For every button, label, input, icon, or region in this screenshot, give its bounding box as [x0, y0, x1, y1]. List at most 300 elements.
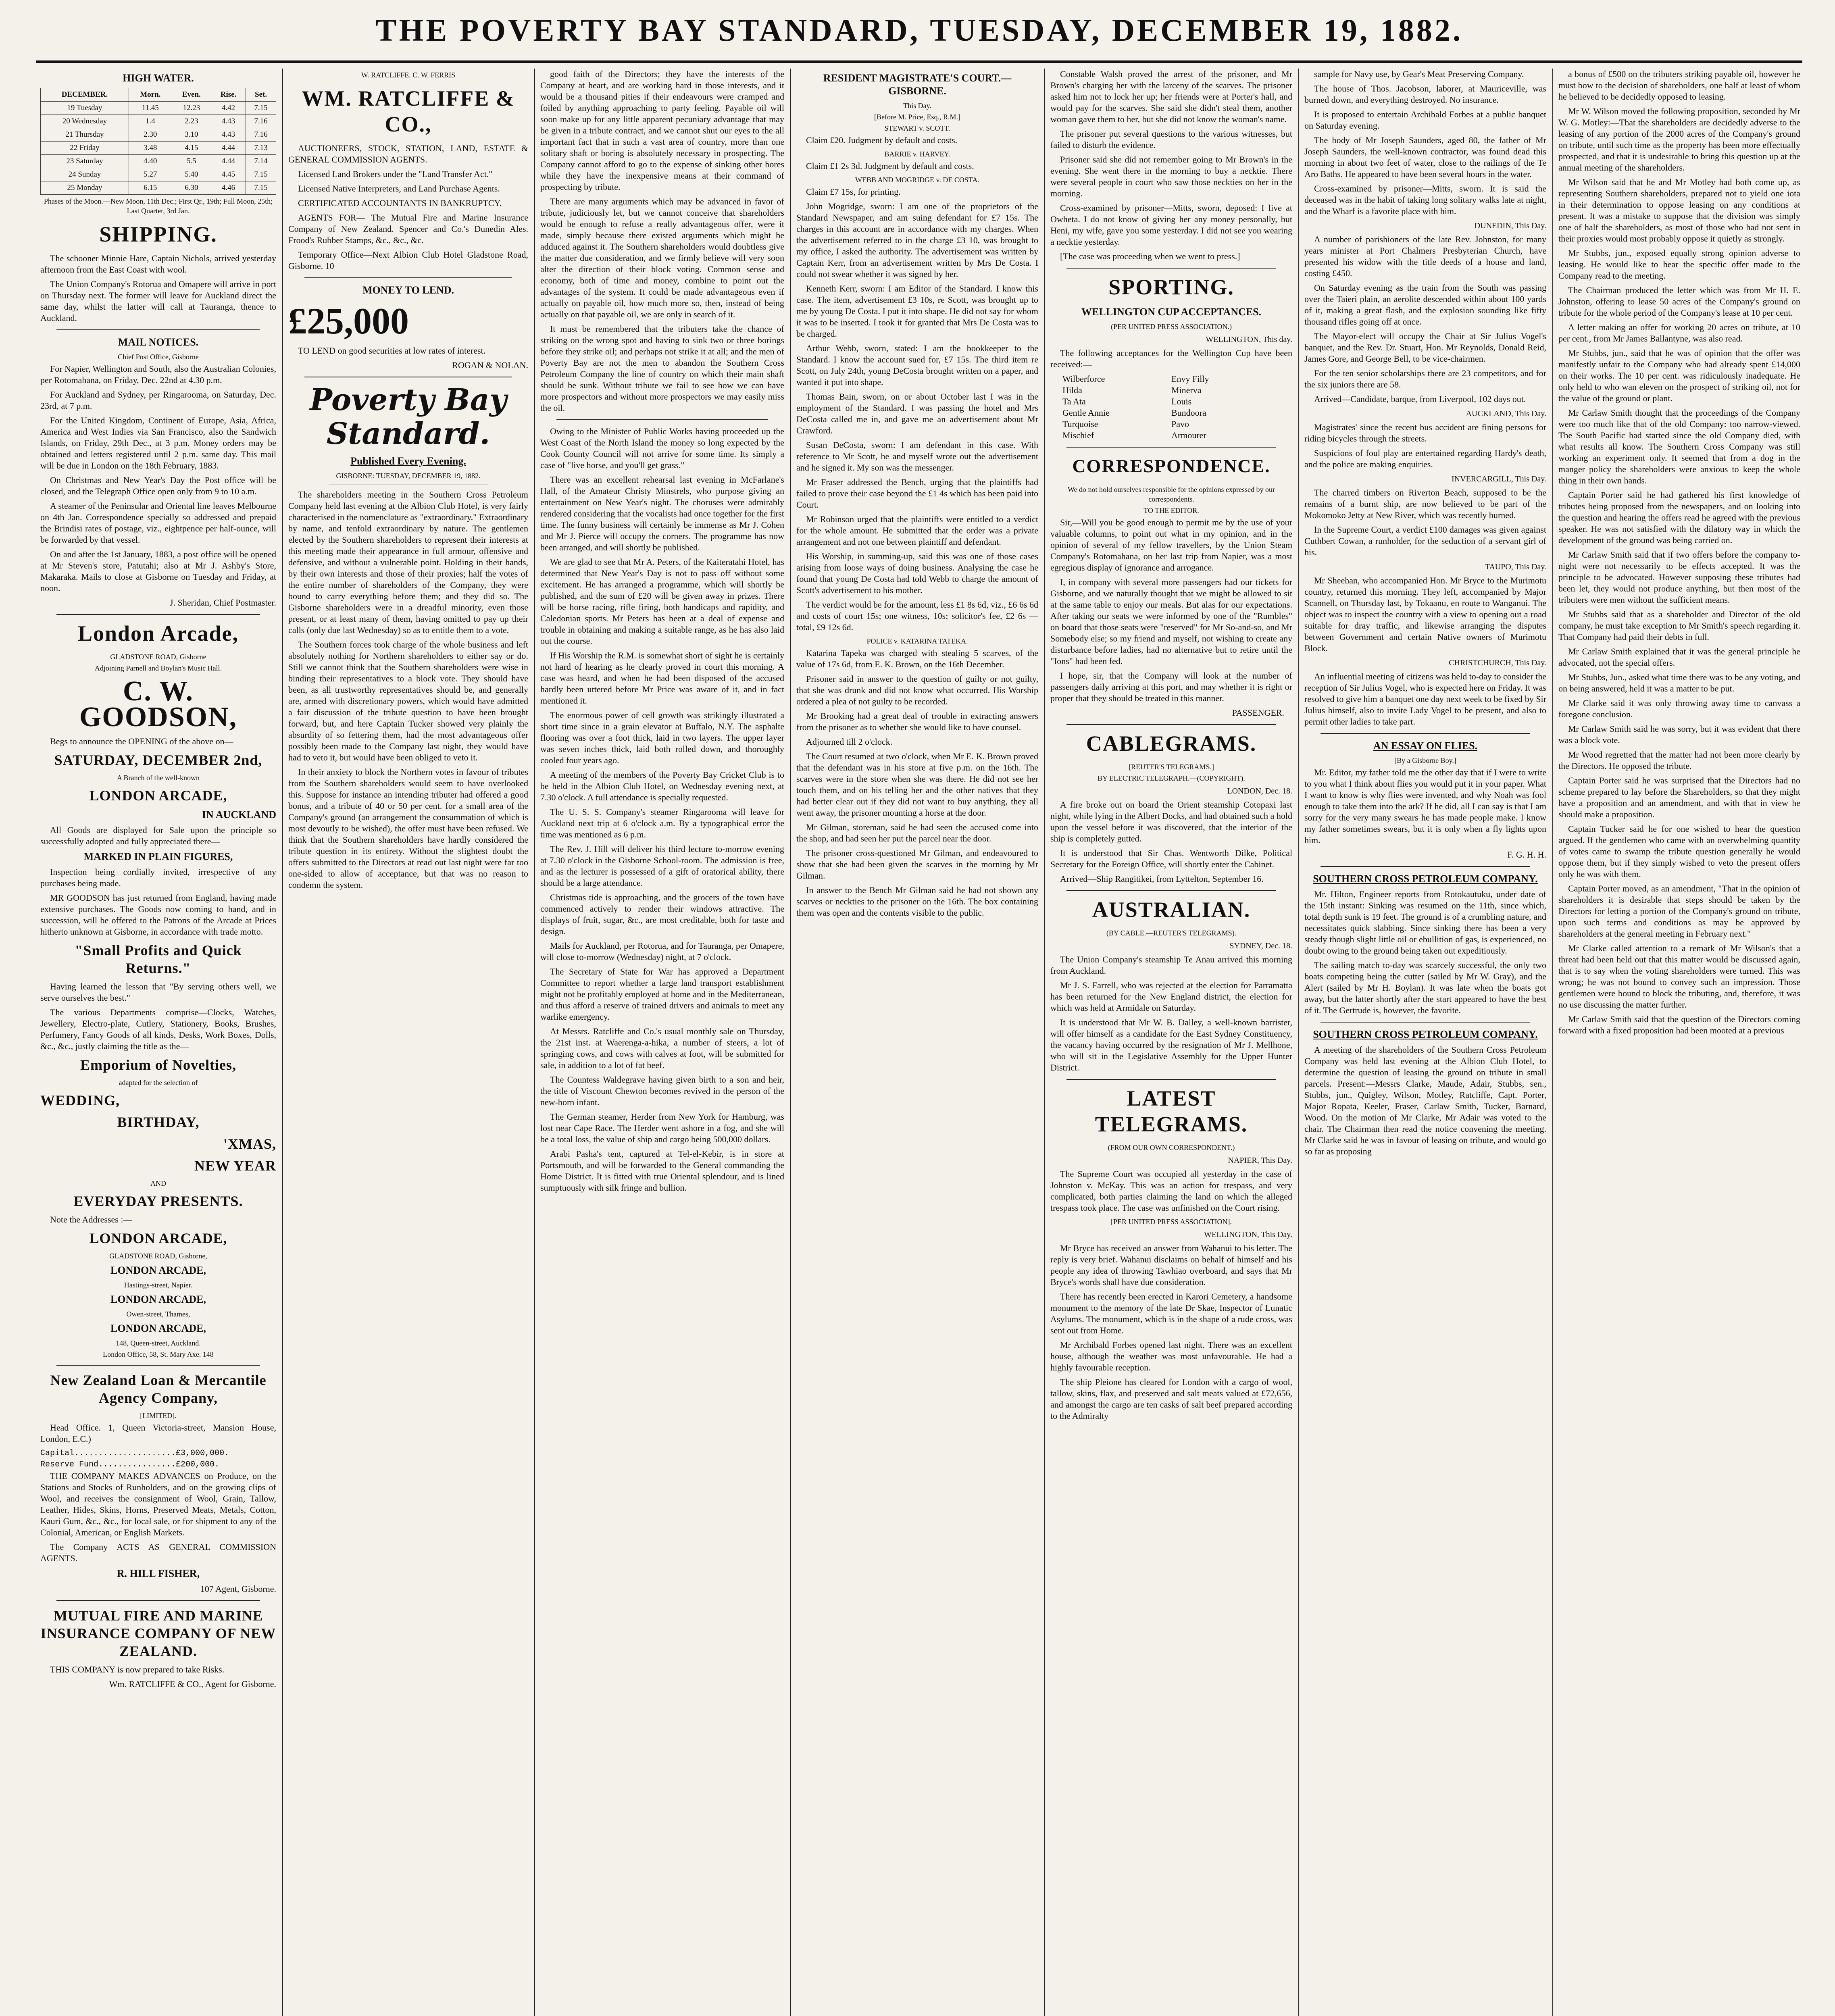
telegram-paragraph: There has recently been erected in Karori Cemetery, a handsome monument to the memory of the late Dr Skae, Inspector of Lunatic Asylums. The monument, which is in the shape of a rude cross, was sent out from Home. [1050, 1291, 1292, 1335]
tide-cell: 5.40 [172, 168, 211, 181]
meeting-paragraph: Captain Tucker said he for one wished to hear the question argued. If the gentlemen who came with an overwhelming quantity of votes came to swamp the tribute question generally he would oppose them, but if they simply wished to veto the present offers only he was with them. [1558, 824, 1800, 879]
tide-cell: 21 Thursday [41, 128, 129, 142]
telegram-paragraph: The ship Pleione has cleared for London with a cargo of wool, tallow, skins, flax, and preserved and salt meats valued at £72,656, and amongst the cargo are ten casks of salt beef prepared according to the Admiralty [1050, 1377, 1292, 1421]
by-cable-line: (BY CABLE.—REUTER'S TELEGRAMS). [1106, 929, 1237, 937]
local-item: If His Worship the R.M. is somewhat short of sight he is certainly not hard of hearing as he clearly proved in court this morning. A case was heard, and when he had been disposed of the accused hardly been uttered before Mr Price was aware of it, and in fact mentioned it. [540, 650, 784, 706]
court-paragraph: Constable Walsh proved the arrest of the prisoner, and Mr Brown's charging her with the larceny of the scarves. The prisoner asked him not to lock her up; her friends were at Porter's hall, and would pay for the scarves. She said she didn't steal them, another woman gave them to her, but she did not know the woman's name. [1050, 69, 1292, 124]
court-paragraph: In answer to the Bench Mr Gilman said he had not shown any scarves or neckties to the prisoner on the 16th. The box containing them was open and the contents visible to the public. [796, 885, 1038, 918]
local-item: The Rev. J. Hill will deliver his third lecture to-morrow evening at 7.30 o'clock in the Gisborne School-room. The admission is free, and as the lecturer is possessed of a gift of oratorical ability, there should be a large attendance. [540, 844, 784, 888]
ad-paragraph: Having learned the lesson that "By serving others well, we serve ourselves the best." [40, 981, 276, 1003]
court-paragraph: Adjourned till 2 o'clock. [806, 737, 893, 747]
mail-notice: A steamer of the Peninsular and Oriental line leaves Melbourne on 4th Jan. Correspondence specially so addressed and prepaid the Brindisi rates of postage, viz., eightpence per half-ounce, will be forwarded by that vessel. [40, 501, 276, 545]
mail-notice: For Auckland and Sydney, per Ringarooma, on Saturday, Dec. 23rd, at 7 p.m. [40, 389, 276, 411]
essay-byline: [By a Gisborne Boy.] [1394, 756, 1456, 764]
tide-row [41, 155, 276, 168]
meeting-paragraph: Mr Carlaw Smith explained that it was the general principle he advocated, not the special offers. [1558, 646, 1800, 668]
moon-phases: Phases of the Moon.—New Moon, 11th Dec.; First Qr., 19th; Full Moon, 25th; Last Quarter, 3rd Jan. [44, 197, 273, 215]
meeting-paragraph: Mr Wood regretted that the matter had not been more clearly by the Directors. He opposed the tribute. [1558, 750, 1800, 771]
local-item: The enormous power of cell growth was strikingly illustrated a short time since in a grain elevator at Buffalo, N.Y. The asphalte flooring was over a foot thick, laid in two layers. The upper layer was seven inches thick, laid both rolled down, and thoroughly cooled four years ago. [540, 710, 784, 765]
meeting-paragraph: Mr Carlaw Smith thought that the proceedings of the Company were too much like that of the old Company: too narrow-viewed. The South Pacific had started since the old Company died, with what results all know. The Southern Cross Company was still working an experiment only. It seemed that from a dog in the manger policy the shareholders were anxious to keep the whole thing in their own hands. [1558, 408, 1800, 485]
scp-paragraph: A meeting of the shareholders of the Southern Cross Petroleum Company was held last evening at the Albion Club Hotel, to determine the question of leasing the ground on tribute in small parcels. Present:—Messrs Clarke, Maude, Adair, Stubbs, sen., Stubbs, jun., Quigley, Wilson, Motley, Ratcliffe, Capt. Porter, Major Ropata, Keeler, Fraser, Carlaw Smith, Tucker, Barnard, Wood. On the motion of Mr Clarke, Mr Adair was voted to the chair. The Chairman then read the notice convening the meeting. Mr Clarke said he was in favour of leasing on tribute, and would go so far as proposing [1304, 1045, 1546, 1156]
ad-paragraph: MR GOODSON has just returned from England, having made extensive purchases. The Goods now coming to hand, and in succession, will be offered to the Patrons of the Arcade at Prices hitherto unknown at Gisborne, in accordance with trade motto. [40, 893, 276, 937]
separator [1321, 866, 1530, 867]
letter-paragraph: I hope, sir, that the Company will look at the number of passengers daily arriving at this port, and may whether it is right or proper that they should be treated in this manner. [1050, 671, 1292, 703]
telegram-paragraph: Mr Sheehan, who accompanied Hon. Mr Bryce to the Murimotu country, returned this morning. They left, accompanied by Major Scannell, on Thursday last, by Tokaanu, en route to Wanganui. The object was to inspect the country with a view to opening out a road suitable for dray traffic, and likewise arranging the disputes between Government and certain Native owners of Murimotu Block. [1304, 575, 1546, 653]
occasion-newyear: NEW YEAR [194, 1158, 276, 1174]
tides-heading: HIGH WATER. [123, 72, 194, 84]
occasion-birthday: BIRTHDAY, [117, 1114, 200, 1130]
court-paragraph: Mr Brooking had a great deal of trouble in extracting answers from the prisoner as to whether she would like to have counsel. [796, 711, 1038, 732]
cable-paragraph: The Union Company's steamship Te Anau arrived this morning from Auckland. [1050, 954, 1292, 976]
editorial-paragraph: It must be remembered that the tributers take the chance of striking on the wrong spot and having to sink two or three borings before they strike oil; and perhaps not strike it at all; and the men of Poverty Bay are not the men to abandon the Southern Cross Petroleum Company the line of country on which their main shaft should be sunk. Without tribute we fail to see how we can have more prospectors and without more prospectors we may easily miss the oil. [540, 324, 784, 413]
published-line: Published Every Evening. [350, 455, 466, 467]
local-item: The German steamer, Herder from New York for Hamburg, was lost near Cape Race. The Herder went ashore in a fog, and she will be a total loss, the value of ship and cargo being 500,000 dollars. [540, 1112, 784, 1144]
mail-subheading: Chief Post Office, Gisborne [118, 353, 199, 361]
tide-cell: 3.10 [172, 128, 211, 142]
ratcliffe-title: WM. RATCLIFFE & CO., [302, 86, 515, 136]
column-rule [534, 69, 535, 2016]
telegram-paragraph: The Mayor-elect will occupy the Chair at Sir Julius Vogel's banquet, and the Rev. Dr. Stuart, Hon. Mr Reynolds, Donald Reid, James Gore, and George Bell, to be vice-chairmen. [1304, 331, 1546, 364]
ad-paragraph: AGENTS FOR— The Mutual Fire and Marine Insurance Company of New Zealand. Spencer and Co.'s Dunedin Ales. Frood's Rubber Stamps, &c., &c., &c. [288, 212, 528, 245]
telegram-paragraph: The house of Thos. Jacobson, laborer, at Mauriceville, was burned down, and everything destroyed. No insurance. [1304, 83, 1546, 105]
cable-paragraph: Arrived—Ship Rangitikei, from Lyttelton, September 16. [1060, 874, 1264, 884]
court-paragraph: [The case was proceeding when we went to press.] [1060, 251, 1240, 261]
tide-cell: 19 Tuesday [41, 102, 129, 115]
top-rule [36, 60, 1802, 63]
address-line: 148, Queen-street, Auckland. [116, 1339, 201, 1347]
telegram-paragraph: A number of parishioners of the late Rev. Johnston, for many years minister at Port Chalmers Presbyterian Church, have presented his widow with the title deeds of a house and land, costing £450. [1304, 234, 1546, 278]
court-paragraph: Claim £20. Judgment by default and costs. [806, 135, 958, 145]
telegram-paragraph: Suspicions of foul play are entertained regarding Hardy's death, and the police are making enquiries. [1304, 448, 1546, 469]
separator [1321, 733, 1530, 734]
nzloan-limited: [LIMITED]. [140, 1412, 177, 1420]
tide-cell: 7.14 [246, 155, 276, 168]
column-rule [282, 69, 283, 2016]
ad-paragraph: Licensed Native Interpreters, and Land Purchase Agents. [298, 183, 500, 194]
shipping-paragraph: The schooner Minnie Hare, Captain Nichols, arrived yesterday afternoon from the East Coast with wool. [40, 253, 276, 275]
letter-paragraph: I, in company with several more passengers had our tickets for Gisborne, and we naturally thought that we might be allowed to sit at the same table to enjoy our meals. But alas for our expectations. After taking our seats we were informed by one of the "Rumbles" on board that those seats were "reserved" for Mr So-and-so, and Mr Somebody else; so my friend and myself, not wishing to create any disturbance before ladies, had no alternative but to retire until the "Ions" had been fed. [1050, 577, 1292, 666]
telegram-paragraph: The charred timbers on Riverton Beach, supposed to be the remains of a burnt ship, are now believed to be part of the Mokomoko Jetty at New River, which was recently burned. [1304, 487, 1546, 520]
meeting-paragraph: A letter making an offer for working 20 acres on tribute, at 10 per cent., from Mr James Ballantyne, was also read. [1558, 322, 1800, 344]
tide-row [41, 142, 276, 155]
meeting-paragraph: Mr Stubbs, jun., exposed equally strong opinion adverse to leasing. He would like to hear the specific offer made to the Company read to the meeting. [1558, 248, 1800, 281]
editorial-paragraph: The Southern forces took charge of the whole business and left absolutely nothing for Northern shareholders to either say or do. Still we cannot think that the Southern shareholders were wise in binding their representatives to a block vote. They should have been, as all trustworthy representatives should be, and generally are, armed with discretionary powers, which would have admitted a fair discussion of the tribute question to have been brought forward, but, and here Captain Tucker showed very plainly the absurdity of so fettering them, had the most advantageous offer possibly been made to the Company last night, they would have had to veto it, but would have been obliged to veto it. [288, 639, 528, 762]
tide-cell: 7.13 [246, 142, 276, 155]
dateline: TAUPO, This Day. [1485, 562, 1546, 571]
local-item: At Messrs. Ratcliffe and Co.'s usual monthly sale on Thursday, the 21st inst. at Waerenga-a-hika, a number of steers, a lot of springing cows, and cows with calves at foot, will be submitted for sale, in addition to a lot of fat beef. [540, 1026, 784, 1070]
occasion-xmas: 'XMAS, [223, 1136, 276, 1152]
telegram-paragraph: An influential meeting of citizens was held to-day to consider the reception of Sir Julius Vogel, who is expected here on Friday. It was resolved to give him a banquet one day next week to be fixed by Sir Julius himself, also to invite Lady Vogel to be present, and also to permit other ladies to take part. [1304, 671, 1546, 727]
loan-amount: £25,000 [288, 300, 409, 342]
court-paragraph: The prisoner cross-questioned Mr Gilman, and endeavoured to show that she had been given the scarves in the morning by Mr Gilman. [796, 848, 1038, 881]
court-paragraph: John Mogridge, sworn: I am one of the proprietors of the Standard Newspaper, and am suing defendant for £7 15s. The charges in this account are in accordance with my charges. When the advertisement referred to in the charge £3 10, was brought to my office, I asked the authority. The advertisement was written by Captain Kerr, from an advertisement written by Mrs De Costa. I could not swear whether it was signed by her. [796, 201, 1038, 279]
branch-line: A Branch of the well-known [117, 774, 200, 782]
goodson-name: C. W. GOODSON, [79, 676, 237, 733]
meeting-paragraph: Mr Wilson said that he and Mr Motley had both come up, as representing Southern shareholders, prepared not to yield one iota in their determination to oppose leasing on any conditions at present. It was a mistake to suppose that the division was simply one of half the shareholders, as most of those who had not sent in their proxies would most probably oppose it quietly as strongly. [1558, 177, 1800, 244]
tide-cell: 7.16 [246, 115, 276, 128]
column-1 [40, 69, 276, 2016]
tide-column-header: Rise. [211, 88, 246, 102]
court-paragraph: Claim £1 2s 3d. Judgment by default and costs. [806, 161, 974, 171]
tide-cell: 24 Sunday [41, 168, 129, 181]
meeting-paragraph: Mr W. Wilson moved the following proposition, seconded by Mr W. G. Motley:—That the shareholders are decidedly adverse to the leasing of any portion of the 2000 acres of the Company's ground on tribute, until such time as the property has been more effectually prospected, and that it is undesirable to bring this question up at the annual meeting of the shareholders. [1558, 106, 1800, 173]
tide-cell: 4.44 [211, 155, 246, 168]
occasion-wedding: WEDDING, [40, 1092, 120, 1108]
tide-cell: 4.43 [211, 128, 246, 142]
address-line: LONDON ARCADE, [110, 1293, 206, 1305]
horse-name: Louis [1171, 396, 1192, 406]
meeting-paragraph: Mr Carlaw Smith said that if two offers before the company to-night were not necessarily to be effects accepted. It was the principle to be advocated. However supposing these tributes had been let, they would not produce anything, but then most of the tributers were men without the sufficient means. [1558, 550, 1800, 605]
sailing-paragraph: The sailing match to-day was scarcely successful, the only two boats competing being the cutter (sailed by Mr W. Gray), and the Alert (sailed by Mr H. Boylan). It was late when the boats got away, but the latter shortly after the start appeared to have the best of it. The Gertrude is, however, the favorite. [1304, 960, 1546, 1015]
local-item: Owing to the Minister of Public Works having proceeded up the West Coast of the North Island the money so long expected by the Cook County Council will not arrive for some time. Its simply a case of "live horse, and you'll get grass." [540, 426, 784, 470]
court-before: [Before M. Price, Esq., R.M.] [874, 113, 960, 121]
telegram-paragraph: Cross-examined by prisoner—Mitts, sworn. It is said the deceased was in the habit of taking long solitary walks late at night, and the Wharf is a favorite place with him. [1304, 183, 1546, 216]
essay-signature: F. G. H. H. [1507, 850, 1546, 860]
editorial-dateline: GISBORNE: TUESDAY, DECEMBER 19, 1882. [336, 472, 481, 480]
column-5 [1050, 69, 1292, 2016]
tide-cell: 6.30 [172, 181, 211, 195]
local-item: There was an excellent rehearsal last evening in McFarlane's Hall, of the Amateur Christy Minstrels, who purpose giving an entertainment on New Year's night. The choruses were admirably rendered considering that the vocalists had once together for the first time. The funny business will certainly be immense as Mr J. Cohen and Mr J. Pierce will occupy the corners. The programme has now been arranged, and will shortly be published. [540, 475, 784, 552]
court-paragraph: Thomas Bain, sworn, on or about October last I was in the employment of the Standard. I was passing the hotel and Mrs DeCosta called me in, and gave me an advertisement about Mr Crawford. [796, 392, 1038, 435]
tide-cell: 4.46 [211, 181, 246, 195]
court-paragraph: Kenneth Kerr, sworn: I am Editor of the Standard. I know this case. The item, advertisement £3 10s, re Scott, was brought up to me by young De Costa. I put it into shape. He did not say for whom it was to be inserted. I took it for granted that Mrs De Costa was to be charged. [796, 283, 1038, 339]
separator [1066, 890, 1276, 891]
address-line: Owen-street, Thames, [126, 1310, 190, 1318]
court-paragraph: Mr Robinson urged that the plaintiffs were entitled to a verdict for the whole amount. He submitted that the order was a private arrangement and not one between plaintiff and defendant. [796, 514, 1038, 547]
horse-name: Bundoora [1171, 408, 1206, 418]
meeting-paragraph: Captain Porter moved, as an amendment, "That in the opinion of shareholders it is desirable that steps should be taken by the Directors for letting a portion of the Company's ground on tribute, upon such terms and conditions as may be approved by shareholders at the general meeting in February next." [1558, 883, 1800, 939]
meeting-paragraph: Mr Clarke called attention to a remark of Mr Wilson's that a threat had been held out that this matter would be discussed again, that is to say when the voting shareholders were turned. This was wrong; he was not bound to convey such an impression. Those gentlemen were bound to block the tributing, and, therefore, it was no use discussing the matter further. [1558, 943, 1800, 1010]
reserve-line: Reserve Fund................£200,000. [40, 1460, 220, 1469]
horse-name: Turquoise [1062, 419, 1098, 429]
reuters-line: [REUTER'S TELEGRAMS.] [1129, 763, 1214, 771]
court-paragraph: Prisoner said in answer to the question of guilty or not guilty, that she was drunk and did not know what occurred. His Worship ordered a plea of not guilty to be recorded. [796, 674, 1038, 706]
tide-cell: 6.15 [129, 181, 172, 195]
cable-paragraph: It is understood that Sir Chas. Wentworth Dilke, Political Secretary for the Foreign Office, will shortly enter the Cabinet. [1050, 848, 1292, 869]
mail-notice: For the United Kingdom, Continent of Europe, Asia, Africa, America and West Indies via San Francisco, also the Sandwich Islands, on Friday, 29th Dec., at 3 p.m. Money orders may be obtained and letters registered until 2 p.m. same day. This mail will be due in London on the 18th February, 1883. [40, 415, 276, 471]
separator [304, 277, 512, 278]
tide-cell: 4.42 [211, 102, 246, 115]
case-title: BARRIE v. HARVEY. [884, 150, 950, 158]
correspondence-disclaimer: We do not hold ourselves responsible for the opinions expressed by our correspondents. [1068, 485, 1275, 503]
latest-telegrams-heading: LATEST TELEGRAMS. [1095, 1086, 1248, 1136]
mutual-paragraph: THIS COMPANY is now prepared to take Risks. [50, 1664, 225, 1674]
occasion-everyday: EVERYDAY PRESENTS. [73, 1193, 243, 1209]
local-item: Mails for Auckland, per Rotorua, and for Tauranga, per Omapere, will close to-morrow (Wednesday) night, at 7 o'clock. [540, 941, 784, 962]
ad-paragraph: AUCTIONEERS, STOCK, STATION, LAND, ESTATE & GENERAL COMMISSION AGENTS. [288, 143, 528, 165]
telegram-paragraph: On Saturday evening as the train from the South was passing over the Taieri plain, an aerolite descended within about 100 yards of it, making a great flash, and the explosion sounding like fifty thousand rifles going off at once. [1304, 283, 1546, 327]
address-line: London Office, 58, St. Mary Axe. 148 [103, 1350, 214, 1358]
telegram-paragraph: Mr Archibald Forbes opened last night. There was an excellent house, although the weather was most unfavourable. He had a highly favourable reception. [1050, 1340, 1292, 1372]
meeting-paragraph: Mr Carlaw Smith said he was sorry, but it was evident that there was a block vote. [1558, 724, 1800, 745]
telegram-paragraph: Arrived—Candidate, barque, from Liverpool, 102 days out. [1314, 394, 1526, 404]
ad-paragraph: Begs to announce the OPENING of the above on— [50, 736, 233, 746]
agent-name: R. HILL FISHER, [117, 1568, 200, 1579]
address-title: LONDON ARCADE, [89, 1230, 227, 1246]
meeting-paragraph: a bonus of £500 on the tributers striking payable oil, however he must bow to the decision of shareholders, one half at least of whom he believed to be decidedly opposed to leasing. [1558, 69, 1800, 102]
cable-paragraph: Mr J. S. Farrell, who was rejected at the election for Parramatta has been returned for the New England district, the election for which was held at Armidale on Saturday. [1050, 980, 1292, 1013]
horse-list [1050, 373, 1292, 441]
correspondence-heading: CORRESPONDENCE. [1072, 456, 1271, 476]
tide-table [40, 88, 276, 195]
ad-paragraph: Note the Addresses :— [50, 1214, 132, 1225]
meeting-paragraph: Mr Stubbs, Jun., asked what time there was to be any voting, and on being answered, held it was a matter to be put. [1558, 672, 1800, 694]
tide-cell: 1.4 [129, 115, 172, 128]
cable-paragraph: It is understood that Mr W. B. Dalley, a well-known barrister, will offer himself as a candidate for the East Sydney Constituency, the vacancy having occurred by the resignation of Mr J. Mellhone, who will sit in the Legislative Assembly for the Upper Hunter District. [1050, 1017, 1292, 1073]
nzloan-agents: The Company ACTS AS GENERAL COMMISSION AGENTS. [40, 1542, 276, 1563]
column-2 [288, 69, 528, 2016]
local-item: The Countess Waldegrave having given birth to a son and heir, the title of Viscount Chewton becomes revived in the person of the new-born infant. [540, 1075, 784, 1107]
dateline: CHRISTCHURCH, This Day. [1449, 658, 1546, 667]
branch-name: LONDON ARCADE, [89, 787, 227, 804]
meeting-paragraph: Mr Stubbs said that as a shareholder and Director of the old company, he must take exception to Mr Smith's speech regarding it. That Company had paid their debts in full. [1558, 609, 1800, 642]
dateline: LONDON, Dec. 18. [1227, 787, 1292, 796]
editorial-paragraph: good faith of the Directors; they have the interests of the Company at heart, and are working hard in those interests, and it would be a thousand pities if their endeavours were cramped and foiled by anything approaching to party feeling. Payable oil will soon make up for any little apparent pecuniary advantage that may be given in a tribute contract, and we cannot shut our eyes to the all important fact that in such a vast area of country, more than one solitary shaft or boring is absolutely necessary in prospecting. The Company cannot afford to go to the expense of sinking other bores while they have the inexpensive means at their command of prospecting by tribute. [540, 69, 784, 192]
horse-name: Hilda [1062, 385, 1082, 395]
tide-column-header: DECEMBER. [41, 88, 129, 102]
and-line: —AND— [143, 1179, 173, 1187]
court-paragraph: His Worship, in summing-up, said this was one of those cases arising from loose ways of doing business. Analysing the case he found that young De Costa had told Webb to charge the amount of Scott's advertisement to his mother. [796, 551, 1038, 595]
shipping-paragraph: The Union Company's Rotorua and Omapere will arrive in port on Thursday next. The former will leave for Auckland direct the same day, whilst the latter will call at Tauranga, thence to Auckland. [40, 279, 276, 323]
court-paragraph: Cross-examined by prisoner—Mitts, sworn, deposed: I live at Owheta. I do not know of giving her any money personally, but Heni, my wife, gave you some yesterday. I did not see you wearing a necktie yesterday. [1050, 203, 1292, 247]
tide-cell: 23 Saturday [41, 155, 129, 168]
separator [56, 1365, 260, 1366]
separator [56, 1600, 260, 1601]
essay-heading: AN ESSAY ON FLIES. [1373, 740, 1478, 752]
mail-notice: On Christmas and New Year's Day the Post office will be closed, and the Telegraph Office open only from 9 to 10 a.m. [40, 475, 276, 496]
ad-paragraph: CERTIFICATED ACCOUNTANTS IN BANKRUPTCY. [298, 198, 502, 208]
emporium-title: Emporium of Novelties, [80, 1057, 236, 1073]
editorial-paragraph: The shareholders meeting in the Southern Cross Petroleum Company held last evening at the Albion Club Hotel, is very fairly characterised in the nomenclature as "extraordinary." Extraordinary by name, and tenfold extraordinary by nature. The gentlemen elected by the Southern shareholders to represent their interests at this meeting made their appearance in full armour, offensive and defensive, and without a vulnerable point. Holding in their hands, by their own interests and those of their proxies; half the votes of the entire number of shareholders of the Company, they were bound to carry everything before them; and they did so. The Gisborne shareholders were in a dreadful minority, even those present, or at least many of them, having omitted to pay up their calls (only due last Wednesday) so as to entitle them to a vote. [288, 489, 528, 635]
australian-heading: AUSTRALIAN. [1092, 898, 1251, 922]
press-association: [PER UNITED PRESS ASSOCIATION]. [1110, 1218, 1232, 1226]
cablegrams-heading: CABLEGRAMS. [1086, 731, 1257, 756]
column-rule [1044, 69, 1045, 2016]
tide-cell: 3.48 [129, 142, 172, 155]
case-title: STEWART v. SCOTT. [884, 124, 950, 132]
tide-cell: 4.43 [211, 115, 246, 128]
tide-row [41, 115, 276, 128]
court-paragraph: Mr Gilman, storeman, said he had seen the accused come into the shop, and had seen her put the parcel near the door. [796, 822, 1038, 843]
letter-paragraph: Sir,—Will you be good enough to permit me by the use of your valuable columns, to point out what in my opinion, and in the opinion of several of my fellow travellers, by the Union Steam Company's Rotomahana, on her last trip from Napier, was a most egregious display of ignorance and arrogance. [1050, 517, 1292, 573]
sporting-heading: SPORTING. [1108, 275, 1234, 299]
tide-cell: 5.27 [129, 168, 172, 181]
editorial-paragraph: In their anxiety to block the Northern votes in favour of tributes from the Southern shareholders would seem to have overlooked this. Suppose for instance an intending tributer had offered a good bonus, and a tribute of 40 or 50 per cent. for a small area of the Company's ground (an arrangement the consummation of which is most devoutly to be wished), the offer must have been refused. We think that the Southern shareholders have hardly considered the tribute question in its entirety. Without the slightest doubt the offers submitted to the Directors at read out last night were far too one-sided to allow of acceptance, but that was no reason to condemn the system. [288, 767, 528, 890]
horse-name: Pavo [1171, 419, 1189, 429]
arcade-location: Adjoining Parnell and Boylan's Music Hall. [94, 664, 222, 672]
opening-date: SATURDAY, DECEMBER 2nd, [54, 752, 262, 768]
tide-cell: 22 Friday [41, 142, 129, 155]
arcade-address: GLADSTONE ROAD, Gisborne [110, 653, 206, 661]
local-item: We are glad to see that Mr A. Peters, of the Kaiteratahi Hotel, has determined that New Year's Day is not to pass off without some excitement. He has arranged a programme, which will shortly be published, and the sum of £20 will be given away in prizes. There will be horse racing, rifle firing, both handicaps and rapidity, and Caledonian sports. Mr Peters has been at a deal of expense and trouble in obtaining and making a suitable range, as he has also laid out the course. [540, 557, 784, 646]
telegram-paragraph: Mr Bryce has received an answer from Wahanui to his letter. The reply is very brief. Wahanui disclaims on behalf of himself and his people any idea of throwing Tawhiao overboard, and says that Mr Bryce's words shall have due consideration. [1050, 1243, 1292, 1287]
nzloan-paragraph: THE COMPANY MAKES ADVANCES on Produce, on the Stations and Stocks of Runholders, and on the growing clips of Wool, and receives the consignment of Wool, Grain, Tallow, Leather, Hides, Skins, Horns, Preserved Meats, Metals, Cotton, Kauri Gum, &c., &c., for local sale, or for shipment to any of the Colonial, American, or English Markets. [40, 1471, 276, 1537]
meeting-paragraph: The Chairman produced the letter which was from Mr H. E. Johnston, offering to lease 50 acres of the Company's ground on tribute for the whole period of the Company's lease at 10 per cent. [1558, 285, 1800, 318]
telegram-paragraph: In the Supreme Court, a verdict £100 damages was given against Cuthbert Cowan, a runholder, for the seduction of a servant girl of his. [1304, 525, 1546, 557]
column-rule [1552, 69, 1553, 2016]
address-line: Hastings-street, Napier. [124, 1281, 193, 1289]
column-rule [790, 69, 791, 2016]
court-paragraph: The Court resumed at two o'clock, when Mr E. K. Brown proved that the defendant was in his store at five p.m. on the 16th. The scarves were in the store when she was there. He did not see her touch them, and on his telling her and the other natives that they had better clear out if they did not want to buy anything, they all went away, the prisoner mounting a horse at the door. [796, 751, 1038, 818]
capital-line: Capital.....................£3,000,000. [40, 1449, 229, 1458]
local-item: A meeting of the members of the Poverty Bay Cricket Club is to be held in the Albion Club Hotel, on Wednesday evening next, at 7.30 o'clock. A full attendance is specially requested. [540, 770, 784, 802]
telegram-paragraph: Magistrates' since the recent bus accident are fining persons for riding bicycles through the streets. [1304, 422, 1546, 444]
shipping-heading: SHIPPING. [99, 222, 217, 246]
own-correspondent: (FROM OUR OWN CORRESPONDENT.) [1108, 1143, 1235, 1152]
tide-cell: 4.44 [211, 142, 246, 155]
postmaster-signature: J. Sheridan, Chief Postmaster. [170, 598, 276, 608]
tide-cell: 25 Monday [41, 181, 129, 195]
motto: "Small Profits and Quick Returns." [75, 942, 242, 976]
court-paragraph: Prisoner said she did not remember going to Mr Brown's in the evening. She went there in the morning to buy a necktie. There were several people in court who saw those neckties on her in the morning. [1050, 154, 1292, 198]
to-editor: TO THE EDITOR. [1143, 506, 1199, 514]
scp-paragraph: Mr. Hilton, Engineer reports from Rotokautuku, under date of the 15th instant: Sinking was resumed on the 11th, since which, total depth sunk is 19 feet. The ground is of a crumbling nature, and necessitates quick slabbing. Since sinking there has been a very steady though slight little oil or ebullition of gas, is experienced, no doubt owing to the ground being taken out expeditiously. [1304, 889, 1546, 956]
tide-row [41, 181, 276, 195]
court-paragraph: Susan DeCosta, sworn: I am defendant in this case. With reference to Mr Scott, he and myself wrote out the advertisement and he signed it. My son was the messenger. [796, 440, 1038, 473]
separator [1321, 1022, 1530, 1023]
court-paragraph: Mr Fraser addressed the Bench, urging that the plaintiffs had failed to prove their case beyond the £1 4s which has been paid into Court. [796, 477, 1038, 510]
court-heading: RESIDENT MAGISTRATE'S COURT.—GISBORNE. [823, 72, 1012, 97]
meeting-paragraph: Mr Stubbs, jun., said that he was of opinion that the offer was manifestly unfair to the Company who had already spent £14,000 on their works. The 10 per cent. was ridiculously inadequate. He only held to who wan eleven on the prospect of striking oil, not for the value of the ground or plant. [1558, 348, 1800, 403]
agent-role: 107 Agent, Gisborne. [200, 1584, 276, 1594]
nzloan-title: New Zealand Loan & Mercantile Agency Company, [50, 1372, 267, 1406]
horse-name: Wilberforce [1062, 374, 1105, 384]
telegram-paragraph: The Supreme Court was occupied all yesterday in the case of Johnston v. McKay. This was an action for trespass, and very complicated, both parties claiming the land on which the alleged trespass took place. The case was unfinished on the Court rising. [1050, 1169, 1292, 1213]
tide-cell: 7.15 [246, 181, 276, 195]
separator [1066, 268, 1276, 269]
tide-cell: 7.15 [246, 102, 276, 115]
telegram-paragraph: The body of Mr Joseph Saunders, aged 80, the father of Mr Joseph Saunders, the well-known contractor, was found dead this morning in about two feet of water, close to the railings of the Te Aro Baths. He appeared to have been several hours in the water. [1304, 135, 1546, 179]
column-rule [1298, 69, 1299, 2016]
local-item: The U. S. S. Company's steamer Ringarooma will leave for Auckland next trip at 6 o'clock a.m. By a typographical error the time was mentioned as 6 p.m. [540, 807, 784, 839]
tide-row [41, 102, 276, 115]
dateline: WELLINGTON, This day. [1206, 335, 1292, 344]
separator [556, 419, 768, 420]
tide-cell: 5.5 [172, 155, 211, 168]
paper-nameplate: Poverty Bay Standard. [310, 383, 507, 451]
court-paragraph: Claim £7 15s, for printing. [806, 187, 901, 197]
arcade-title: London Arcade, [77, 621, 239, 646]
separator [1066, 447, 1276, 448]
copyright-line: BY ELECTRIC TELEGRAPH.—(COPYRIGHT). [1098, 774, 1245, 782]
horse-name: Ta Ata [1062, 396, 1086, 406]
essay-paragraph: Mr. Editor, my father told me the other day that if I were to write to you what I think about flies you would put it in your paper. What I want to know is why flies were invented, and why Noah was fool enough to take them into the ark? If he did, all I can say is that I am sorry for the very many swears he has made people make. I know my father sometimes swears, but it is only when a fly lights upon him. [1304, 767, 1546, 845]
press-association: (PER UNITED PRESS ASSOCIATION.) [1110, 323, 1232, 331]
horse-name: Minerva [1171, 385, 1202, 395]
court-day: This Day. [903, 102, 931, 110]
meeting-paragraph: Captain Porter said he had gathered his first knowledge of tributes being proposed from the newspapers, and on looking into the question and hearing the offers read he agreed with the previous speaker. He was not satisfied with the dilatory way in which the development of the ground was being carried on. [1558, 490, 1800, 545]
horse-name: Mischief [1062, 430, 1094, 440]
sporting-paragraph: The following acceptances for the Wellington Cup have been received:— [1050, 348, 1292, 369]
ad-paragraph: Inspection being cordially invited, irrespective of any purchases being made. [40, 867, 276, 888]
tide-cell: 7.16 [246, 128, 276, 142]
column-3 [540, 69, 784, 2016]
telegram-paragraph: It is proposed to entertain Archibald Forbes at a public banquet on Saturday evening. [1304, 109, 1546, 131]
court-paragraph: Arthur Webb, sworn, stated: I am the bookkeeper to the Standard. I know the account sued for, £7 15s. The third item re Scott, on July 24th, young DeCosta brought written on a paper, and wanted it put into shape. [796, 343, 1038, 387]
separator [56, 329, 260, 330]
tide-cell: 20 Wednesday [41, 115, 129, 128]
tide-column-header: Set. [246, 88, 276, 102]
cable-paragraph: A fire broke out on board the Orient steamship Cotopaxi last night, while lying in the Albert Docks, and had obtained such a hold upon the vessel before it was discovered, that the interior of the ship is completely gutted. [1050, 800, 1292, 843]
ad-paragraph: TO LEND on good securities at low rates of interest. [298, 346, 486, 356]
tide-cell: 4.45 [211, 168, 246, 181]
tide-cell: 4.40 [129, 155, 172, 168]
branch-city: IN AUCKLAND [202, 809, 276, 821]
telegram-paragraph: sample for Navy use, by Gear's Meat Preserving Company. [1314, 69, 1524, 79]
local-item: Christmas tide is approaching, and the grocers of the town have commenced actively to render their windows attractive. The displays of fruit, sugar, &c., are most creditable, both for taste and design. [540, 892, 784, 936]
editorial-paragraph: There are many arguments which may be advanced in favor of tribute, judiciously let, but we cannot conceive that shareholders would be enough to refuse a really advantageous offer, were it made, simply because there existed arguments which might be adduced against it. The Southern shareholders would doubtless give the matter due consideration, and we firmly believe will very soon alter the direction of their block voting. Common sense and economy, both of time and money, combine to point out the advantages of the system. It could be made advantageous even if actually on payable oil, how much more so, then, instead of being actually on that payable oil, we are only in search of it. [540, 196, 784, 319]
tide-cell: 2.30 [129, 128, 172, 142]
tide-column-header: Even. [172, 88, 211, 102]
mail-notice: For Napier, Wellington and South, also the Australian Colonies, per Rotomahana, on Friday, Dec. 22nd at 4.30 p.m. [40, 364, 276, 385]
meeting-paragraph: Captain Porter said he was surprised that the Directors had no scheme prepared to lay before the Shareholders, so that they might have a proposition and an amendment, and with that in view he should make a proposition. [1558, 775, 1800, 819]
tide-column-header: Morn. [129, 88, 172, 102]
ad-signature: ROGAN & NOLAN. [452, 360, 528, 370]
dateline: DUNEDIN, This Day. [1474, 221, 1546, 230]
ratcliffe-header: W. RATCLIFFE. C. W. FERRIS [361, 71, 456, 79]
separator [1066, 1079, 1276, 1080]
dateline: WELLINGTON, This Day. [1204, 1230, 1292, 1239]
address-line: GLADSTONE ROAD, Gisborne, [109, 1252, 207, 1260]
local-item: The Secretary of State for War has approved a Department Committee to report whether a large land transport establishment might not be profitably employed at home and in the Mediterranean, and thus afford a reserve of trained drivers and animals to meet any warlike emergency. [540, 966, 784, 1022]
tide-row [41, 128, 276, 142]
separator [56, 614, 260, 615]
case-title: WEBB AND MOGRIDGE v. DE COSTA. [855, 176, 979, 184]
tide-cell: 2.23 [172, 115, 211, 128]
ad-paragraph: Licensed Land Brokers under the "Land Transfer Act." [298, 169, 493, 179]
dateline: SYDNEY, Dec. 18. [1229, 941, 1292, 950]
mutual-signature: Wm. RATCLIFFE & CO., Agent for Gisborne. [109, 1679, 276, 1689]
dateline: AUCKLAND, This Day. [1466, 409, 1546, 418]
mail-heading: MAIL NOTICES. [118, 336, 199, 348]
case-title: POLICE v. KATARINA TATEKA. [866, 637, 968, 645]
horse-name: Envy Filly [1171, 374, 1209, 384]
separator [1066, 724, 1276, 725]
letter-signature: PASSENGER. [1232, 708, 1284, 718]
court-paragraph: Katarina Tapeka was charged with stealing 5 scarves, of the value of 17s 6d, from E. K. Brown, on the 16th December. [796, 648, 1038, 669]
ad-paragraph: Temporary Office—Next Albion Club Hotel Gladstone Road, Gisborne. 10 [288, 250, 528, 271]
mail-notice: On and after the 1st January, 1883, a post office will be opened at Mr Steven's store, Patutahi; also at Mr J. Ashby's Store, Makaraka. Mails to close at Gisborne on Tuesday and Friday, at noon. [40, 549, 276, 593]
court-paragraph: The prisoner put several questions to the various witnesses, but failed to disturb the evidence. [1050, 129, 1292, 150]
ad-paragraph: The various Departments comprise—Clocks, Watches, Jewellery, Electro-plate, Cutlery, Stationery, Books, Brushes, Perfumery, Fancy Goods of all kinds, Desks, Work Boxes, Dolls, &c., &c., justly claiming the title as the— [40, 1007, 276, 1051]
meeting-paragraph: Mr Clarke said it was only throwing away time to canvass a foregone conclusion. [1558, 698, 1800, 719]
ad-paragraph: All Goods are displayed for Sale upon the principle so successfully adopted and fully appreciated there— [40, 825, 276, 846]
emporium-sub: adapted for the selection of [119, 1079, 198, 1087]
scp-heading: SOUTHERN CROSS PETROLEUM COMPANY. [1313, 873, 1538, 885]
column-6 [1304, 69, 1546, 2016]
newspaper-title: THE POVERTY BAY STANDARD, TUESDAY, DECEMBER 19, 1882. [375, 12, 1463, 48]
tide-cell: 7.15 [246, 168, 276, 181]
dateline: NAPIER, This Day. [1228, 1156, 1292, 1165]
column-4 [796, 69, 1038, 2016]
tide-cell: 11.45 [129, 102, 172, 115]
tide-cell: 4.15 [172, 142, 211, 155]
scp-meeting-heading: SOUTHERN CROSS PETROLEUM COMPANY. [1313, 1029, 1538, 1040]
column-7 [1558, 69, 1800, 2016]
address-line: LONDON ARCADE, [110, 1322, 206, 1334]
meeting-paragraph: Mr Carlaw Smith said that the question of the Directors coming forward with a fixed proposition had been mooted at a previous [1558, 1014, 1800, 1035]
horse-name: Armourer [1171, 430, 1206, 440]
plain-figures: MARKED IN PLAIN FIGURES, [83, 851, 233, 862]
tide-cell: 12.23 [172, 102, 211, 115]
horse-name: Gentle Annie [1062, 408, 1110, 418]
cup-heading: WELLINGTON CUP ACCEPTANCES. [1081, 306, 1262, 318]
dateline: INVERCARGILL, This Day. [1452, 475, 1546, 483]
court-paragraph: The verdict would be for the amount, less £1 8s 6d, viz., £6 6s 6d and costs of court 15s; one witness, 10s; solicitor's fee, £2 6s —total, £9 12s 6d. [796, 600, 1038, 632]
nzloan-office: Head Office. 1, Queen Victoria-street, Mansion House, London, E.C.) [40, 1422, 276, 1444]
masthead [36, 12, 1802, 56]
mutual-title: MUTUAL FIRE AND MARINE INSURANCE COMPANY OF NEW ZEALAND. [40, 1608, 276, 1659]
